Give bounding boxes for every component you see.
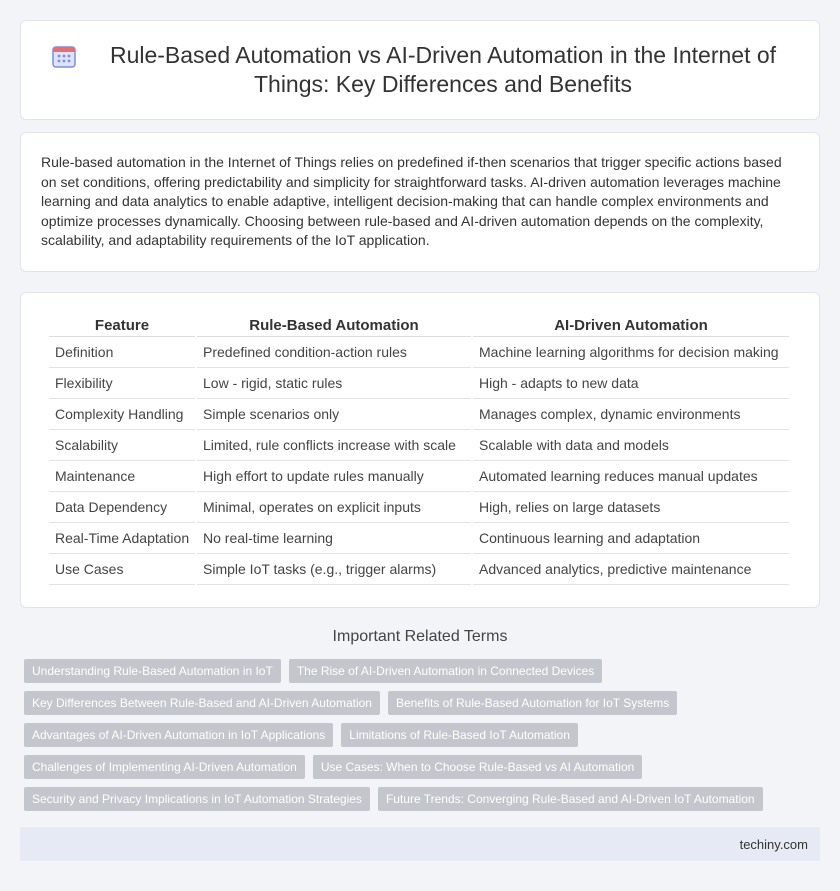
calendar-icon [51, 43, 77, 69]
feature-cell: Use Cases [49, 554, 195, 585]
tag-row [24, 723, 820, 747]
rule-based-cell: Minimal, operates on explicit inputs [197, 492, 471, 523]
ai-driven-cell: High - adapts to new data [473, 368, 789, 399]
footer-site-link[interactable]: techiny.com [739, 836, 808, 852]
related-terms-tags [24, 659, 820, 819]
feature-cell: Real-Time Adaptation [49, 523, 195, 554]
feature-cell: Complexity Handling [49, 399, 195, 430]
related-term-tag[interactable]: Use Cases: When to Choose Rule-Based vs AI Automation [313, 755, 643, 779]
related-term-tag[interactable]: Understanding Rule-Based Automation in IoT [24, 659, 281, 683]
rule-based-cell: Simple scenarios only [197, 399, 471, 430]
table-header-row [49, 313, 789, 337]
ai-driven-cell: Machine learning algorithms for decision making [473, 337, 789, 368]
rule-based-cell: Low - rigid, static rules [197, 368, 471, 399]
table-row [49, 399, 789, 430]
ai-driven-cell: Scalable with data and models [473, 430, 789, 461]
column-header-rule-based: Rule-Based Automation [197, 313, 471, 337]
related-term-tag[interactable]: Key Differences Between Rule-Based and AI-Driven Automation [24, 691, 380, 715]
table-row [49, 492, 789, 523]
column-header-feature: Feature [49, 313, 195, 337]
related-term-tag[interactable]: Security and Privacy Implications in IoT Automation Strategies [24, 787, 370, 811]
feature-cell: Flexibility [49, 368, 195, 399]
related-term-tag[interactable]: The Rise of AI-Driven Automation in Connected Devices [289, 659, 602, 683]
ai-driven-cell: Continuous learning and adaptation [473, 523, 789, 554]
ai-driven-cell: Automated learning reduces manual updates [473, 461, 789, 492]
column-header-ai-driven: AI-Driven Automation [473, 313, 789, 337]
related-term-tag[interactable]: Limitations of Rule-Based IoT Automation [341, 723, 578, 747]
intro-text: Rule-based automation in the Internet of Things relies on predefined if-then scenarios that trigger specific actions based on set conditions, offering predictability and simplicity for straightforward tasks. AI-driven automation leverages machine learning and data analytics to enable adaptive, intelligent decision-making that can handle complex environments and optimize processes dynamically. Choosing between rule-based and AI-driven automation depends on the complexity, scalability, and adaptability requirements of the IoT application. [41, 154, 782, 249]
feature-cell: Scalability [49, 430, 195, 461]
page-title: Rule-Based Automation vs AI-Driven Automation in the Internet of Things: Key Differences and Benefits [109, 42, 777, 97]
tag-row [24, 691, 820, 715]
related-term-tag[interactable]: Future Trends: Converging Rule-Based and AI-Driven IoT Automation [378, 787, 763, 811]
related-terms-heading: Important Related Terms [332, 628, 508, 645]
comparison-table [47, 313, 791, 585]
table-row [49, 523, 789, 554]
tag-row [24, 755, 820, 779]
ai-driven-cell: Manages complex, dynamic environments [473, 399, 789, 430]
rule-based-cell: No real-time learning [197, 523, 471, 554]
header-card [20, 20, 820, 120]
table-row [49, 430, 789, 461]
tag-row [24, 787, 820, 811]
related-term-tag[interactable]: Challenges of Implementing AI-Driven Automation [24, 755, 305, 779]
ai-driven-cell: High, relies on large datasets [473, 492, 789, 523]
table-row [49, 368, 789, 399]
footer [20, 827, 820, 861]
feature-cell: Data Dependency [49, 492, 195, 523]
related-term-tag[interactable]: Benefits of Rule-Based Automation for IoT Systems [388, 691, 677, 715]
ai-driven-cell: Advanced analytics, predictive maintenance [473, 554, 789, 585]
feature-cell: Definition [49, 337, 195, 368]
table-row [49, 461, 789, 492]
comparison-table-card [20, 292, 820, 608]
related-term-tag[interactable]: Advantages of AI-Driven Automation in IoT Applications [24, 723, 333, 747]
intro-card [20, 132, 820, 272]
table-row [49, 337, 789, 368]
rule-based-cell: Simple IoT tasks (e.g., trigger alarms) [197, 554, 471, 585]
tag-row [24, 659, 820, 683]
rule-based-cell: High effort to update rules manually [197, 461, 471, 492]
table-row [49, 554, 789, 585]
rule-based-cell: Limited, rule conflicts increase with scale [197, 430, 471, 461]
feature-cell: Maintenance [49, 461, 195, 492]
rule-based-cell: Predefined condition-action rules [197, 337, 471, 368]
